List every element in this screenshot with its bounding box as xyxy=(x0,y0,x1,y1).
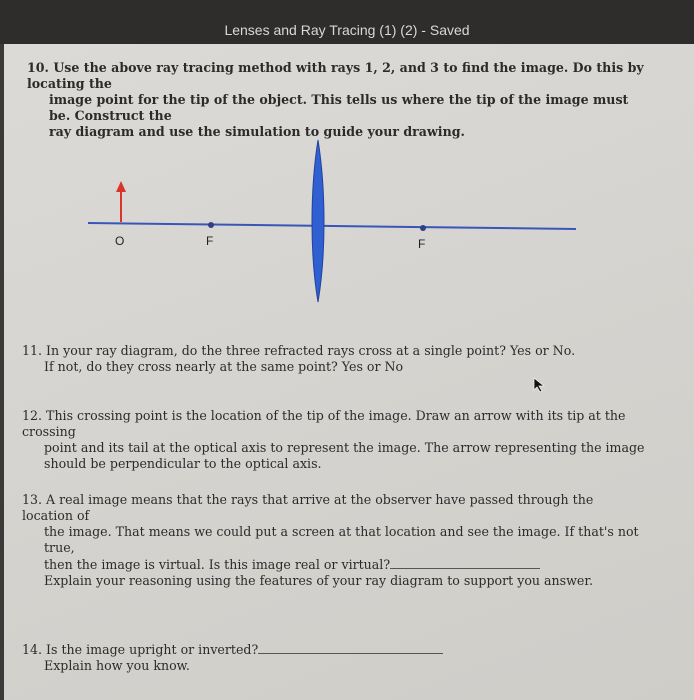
answer-blank[interactable] xyxy=(390,556,540,569)
question-text-line: image point for the tip of the object. This tells us where the tip of the image must be. Construct the xyxy=(49,92,629,123)
focal-label-left: F xyxy=(206,234,214,248)
question-number: 13. xyxy=(22,492,43,507)
answer-blank[interactable] xyxy=(258,641,443,654)
converging-lens xyxy=(312,140,324,302)
question-text-line: If not, do they cross nearly at the same point? Yes or No xyxy=(44,359,404,374)
question-text-line: In your ray diagram, do the three refracted rays cross at a single point? Yes or No. xyxy=(46,343,576,358)
window-title: Lenses and Ray Tracing (1) (2) - Saved xyxy=(224,22,470,38)
question-text-line: A real image means that the rays that arrive at the observer have passed through the location of xyxy=(22,492,594,523)
optical-axis xyxy=(88,223,576,229)
question-text: Is the image upright or inverted? xyxy=(46,642,259,657)
question-text-line: the image. That means we could put a screen at that location and see the image. If that's not true, xyxy=(44,524,639,555)
question-13 xyxy=(22,492,647,589)
focal-point-left xyxy=(208,222,214,228)
mouse-pointer-icon xyxy=(533,377,547,393)
question-number: 12. xyxy=(22,408,43,423)
question-text-line: ray diagram and use the simulation to guide your drawing. xyxy=(49,124,465,139)
focal-label-right: F xyxy=(418,237,426,251)
focal-point-right xyxy=(420,225,426,231)
question-11 xyxy=(22,343,642,375)
question-number: 11. xyxy=(22,343,43,358)
question-text-line: Explain how you know. xyxy=(44,658,190,673)
question-number: 14. xyxy=(22,642,43,657)
question-text-line-with-blank xyxy=(22,556,647,573)
question-text-line: Explain your reasoning using the features of your ray diagram to support you answer. xyxy=(44,573,593,588)
object-arrow-head xyxy=(116,181,126,192)
object-label: O xyxy=(115,234,125,248)
question-number: 10. xyxy=(27,60,49,75)
question-14 xyxy=(22,641,622,674)
question-12 xyxy=(22,408,647,472)
question-text-line: Use the above ray tracing method with rays 1, 2, and 3 to find the image. Do this by locating the xyxy=(27,60,644,91)
question-text: then the image is virtual. Is this image real or virtual? xyxy=(44,557,391,572)
question-text-line: point and its tail at the optical axis to represent the image. The arrow representing the image xyxy=(44,440,645,455)
question-text-line: This crossing point is the location of the tip of the image. Draw an arrow with its tip at the crossing xyxy=(22,408,626,439)
question-text-line: should be perpendicular to the optical axis. xyxy=(44,456,322,471)
